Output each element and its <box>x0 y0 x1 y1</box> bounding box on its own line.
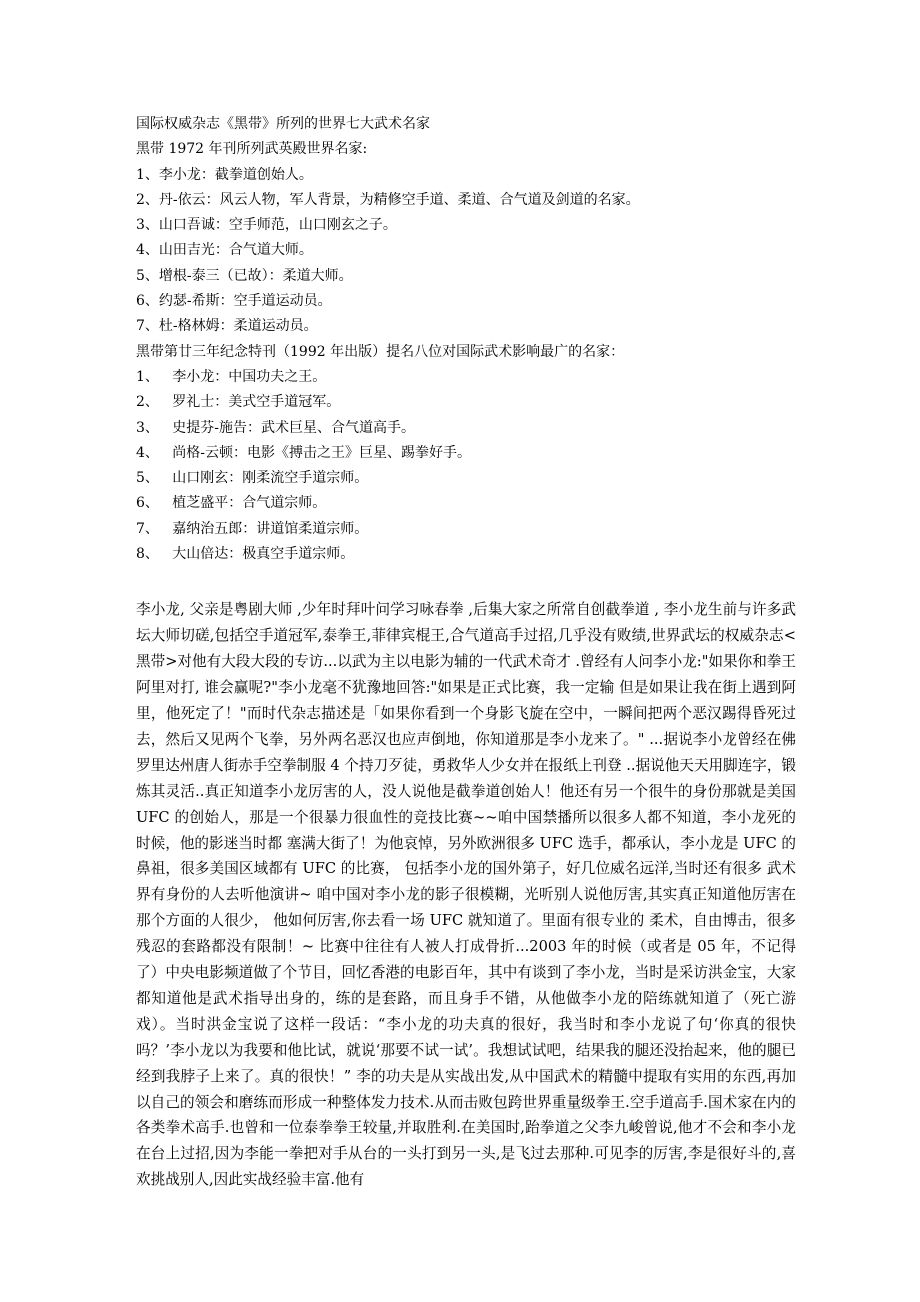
body-paragraph: 李小龙, 父亲是粤剧大师 ,少年时拜叶问学习咏春拳 ,后集大家之所常自创截拳道 , 李小龙生前与许多武坛大师切磋,包括空手道冠军,泰拳王,菲律宾棍王,合气道高手过招,几乎没有败绩,世界武坛的权威杂志<黑带>对他有大段大段的专访...以武为主以电影为辅的一代武术奇才 .曾经有人问李小龙:"如果你和拳王阿里对打, 谁会赢呢?"李小龙毫不犹豫地回答:"如果是正式比赛，我一定输 但是如果让我在街上遇到阿里，他死定了！"而时代杂志描述是「如果你看到一个身影飞旋在空中，一瞬间把两个恶汉踢得昏死过去，然后又见两个飞拳，另外两名恶汉也应声倒地，你知道那是李小龙来了。" ...据说李小龙曾经在佛罗里达州唐人街赤手空拳制服 4 个持刀歹徒，勇救华人少女并在报纸上刊登 ..据说他天天用脚连字，锻炼其灵活..真正知道李小龙厉害的人，没人说他是截拳道创始人！他还有另一个很牛的身份那就是美国 UFC 的创始人，那是一个很暴力很血性的竞技比赛~~咱中国禁播所以很多人都不知道，李小龙死的时候，他的影迷当时都 塞满大街了！为他哀悼，另外欧洲很多 UFC 选手，都承认，李小龙是 UFC 的鼻祖，很多美国区域都有 UFC 的比赛， 包括李小龙的国外第子，好几位威名远洋,当时还有很多 武术界有身份的人去听他演讲~ 咱中国对李小龙的影子很模糊，光听别人说他厉害,其实真正知道他厉害在那个方面的人很少， 他如何厉害,你去看一场 UFC 就知道了。里面有很专业的 柔术，自由博击，很多残忍的套路都没有限制！~ 比赛中往往有人被人打成骨折...2003 年的时候（或者是 05 年，不记得了）中央电影频道做了个节目，回忆香港的电影百年，其中有谈到了李小龙，当时是采访洪金宝，大家都知道他是武术指导出身的，练的是套路，而且身手不错，从他做李小龙的陪练就知道了（死亡游戏）。当时洪金宝说了这样一段话：“李小龙的功夫真的很好，我当时和李小龙说了句‘你真的很快吗？’李小龙以为我要和他比试，就说‘那要不试一试’。我想试试吧，结果我的腿还没抬起来，他的腿已经到我脖子上来了。真的很快！” 李的功夫是从实战出发,从中国武术的精髓中提取有实用的东西,再加以自己的领会和磨练而形成一种整体发力技术.从而击败包跨世界重量级拳王.空手道高手.国术家在内的各类拳术高手.也曾和一位泰拳拳王较量,并取胜利.在美国时,跆拳道之父李九峻曾说,他才不会和李小龙在台上过招,因为李能一拳把对手从台的一头打到另一头,是飞过去那种.可见李的厉害,李是很好斗的,喜欢挑战别人,因此实战经验丰富.他有 <box>136 601 797 1189</box>
list2-item: 4、 尚格-云顿：电影《搏击之王》巨星、踢拳好手。 <box>136 444 471 461</box>
list2-heading: 黑带第廿三年纪念特刊（1992 年出版）提名八位对国际武术影响最广的名家： <box>136 343 625 360</box>
document-title: 国际权威杂志《黑带》所列的世界七大武术名家 <box>136 116 430 132</box>
list2-item: 6、 植芝盛平：合气道宗师。 <box>136 495 327 512</box>
document-content <box>136 112 796 1193</box>
list2-item: 5、 山口刚玄：刚柔流空手道宗师。 <box>136 470 369 487</box>
list1-item: 6、约瑟-希斯：空手道运动员。 <box>136 293 332 310</box>
list1-item: 1、李小龙：截拳道创始人。 <box>136 166 313 183</box>
paragraph-gap <box>136 567 796 597</box>
list2-item: 2、 罗礼士：美式空手道冠军。 <box>136 394 341 411</box>
list2-item: 1、 李小龙：中国功夫之王。 <box>136 368 327 385</box>
list2-item: 3、 史提芬-施告：武术巨星、合气道高手。 <box>136 419 415 436</box>
list1-heading: 黑带 1972 年刊所列武英殿世界名家: <box>136 141 368 158</box>
list2-item: 7、 嘉纳治五郎：讲道馆柔道宗师。 <box>136 520 369 537</box>
list1-item: 4、山田吉光：合气道大师。 <box>136 242 313 259</box>
list1-item: 3、山口吾诚：空手师范，山口刚玄之子。 <box>136 217 397 234</box>
list1-item: 5、增根-泰三（已故）：柔道大师。 <box>136 267 353 284</box>
list1-item: 2、丹-依云：风云人物，军人背景，为精修空手道、柔道、合气道及剑道的名家。 <box>136 191 640 208</box>
list1-item: 7、杜-格林姆：柔道运动员。 <box>136 318 318 335</box>
list2-item: 8、 大山倍达：极真空手道宗师。 <box>136 546 355 563</box>
